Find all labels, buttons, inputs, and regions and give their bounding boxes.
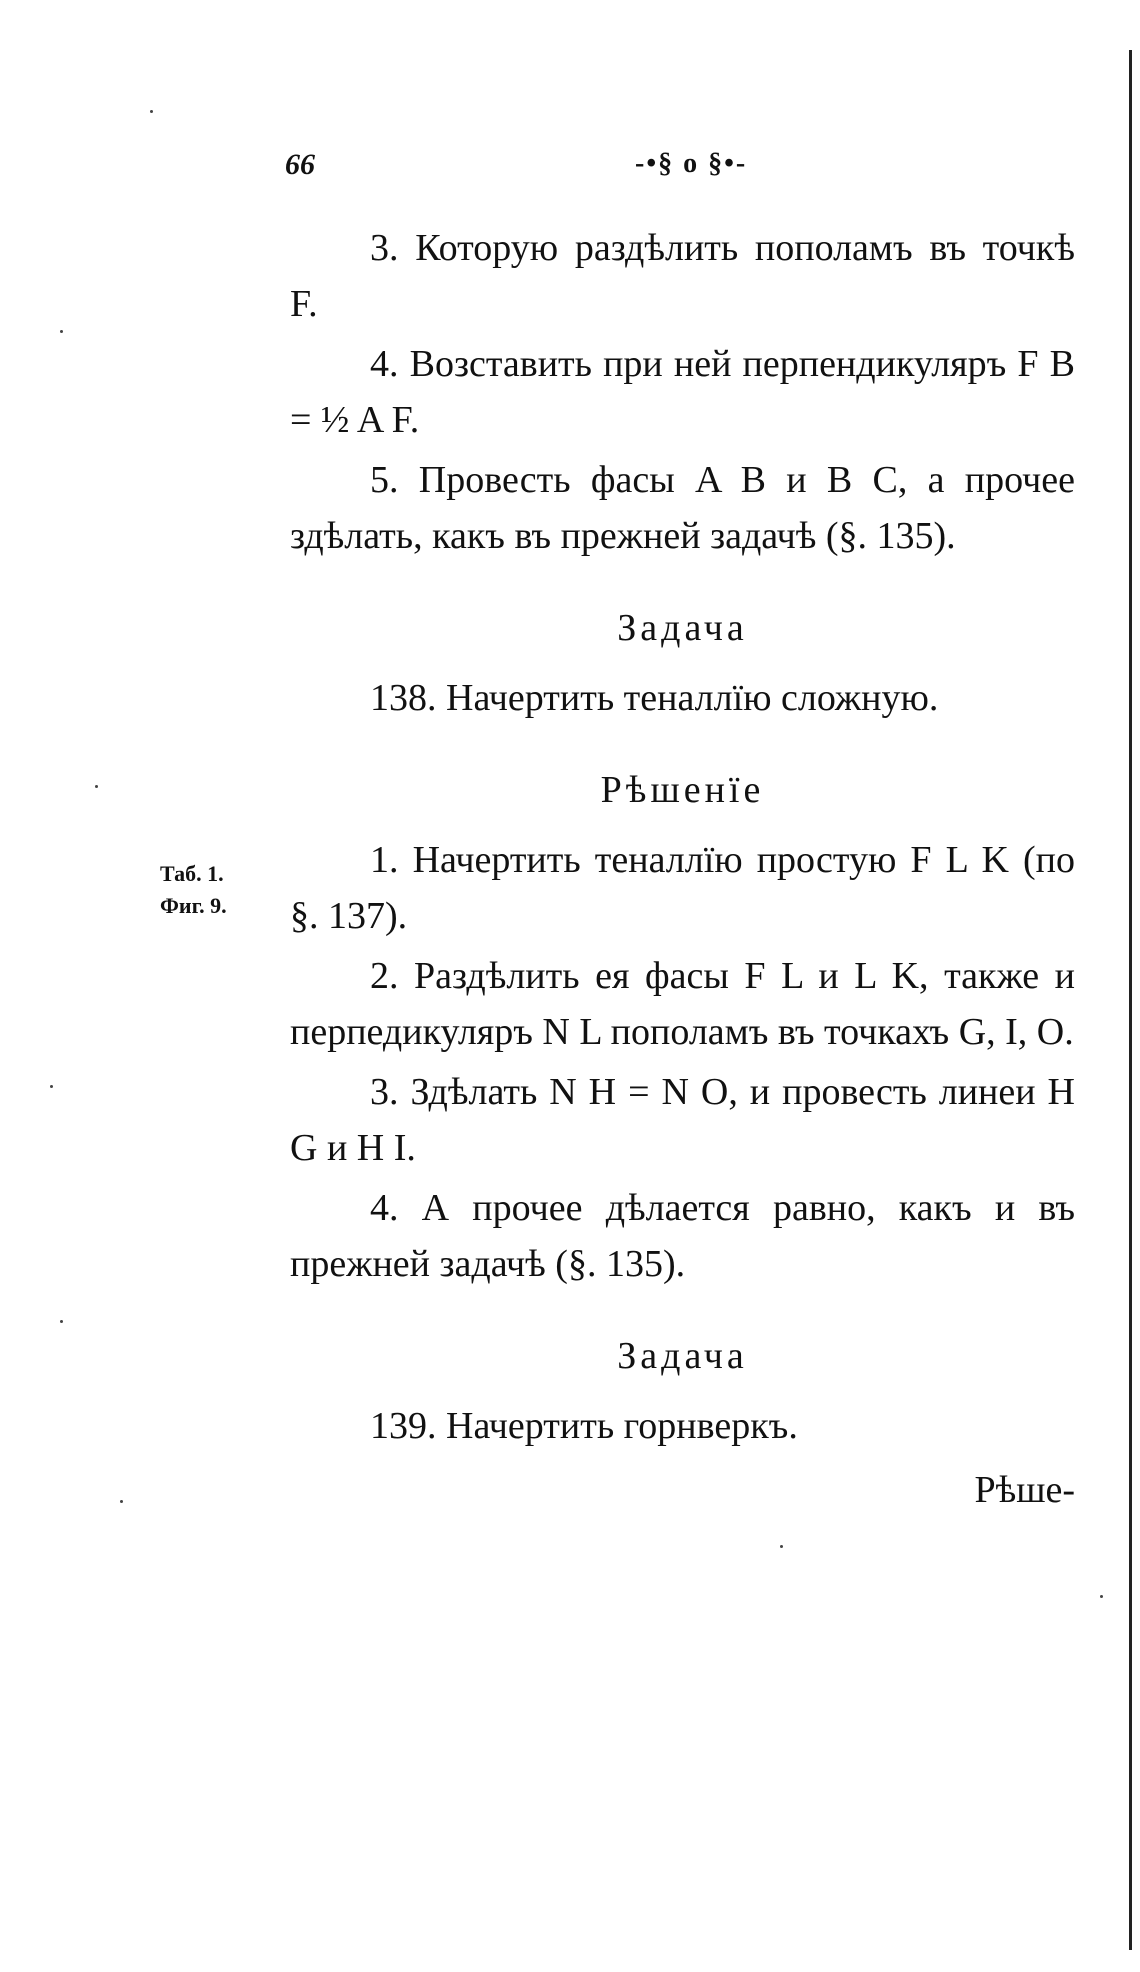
page-edge-line: [1129, 50, 1132, 1950]
heading-problem: Задача: [617, 607, 748, 649]
catchword: Рѣше-: [974, 1469, 1075, 1511]
paper-speck: [50, 1085, 53, 1088]
paper-speck: [780, 1545, 783, 1548]
paper-speck: [1100, 1595, 1103, 1598]
paper-speck: [60, 1320, 63, 1323]
margin-note: [160, 858, 227, 922]
paper-speck: [95, 785, 98, 788]
margin-note-figure: Фиг. 9.: [160, 893, 227, 918]
paper-speck: [120, 1500, 123, 1503]
paragraph-step-5: 5. Провесть фасы A B и B C, а прочее здѣлать, какъ въ прежней задачѣ (§. 135).: [290, 459, 1075, 557]
page-header: [285, 148, 785, 188]
heading-problem-2: Задача: [617, 1335, 748, 1377]
paragraph-solution-step-1: 1. Начертить теналлїю простую F L K (по §. 137).: [290, 839, 1075, 937]
paragraph-problem-139: 139. Начертить горнверкъ.: [370, 1405, 798, 1447]
heading-solution: Рѣшенїе: [600, 769, 765, 811]
paragraph-solution-step-3: 3. Здѣлать N H = N O, и провесть линеи H G и H I.: [290, 1071, 1075, 1169]
paragraph-problem-138: 138. Начертить теналлїю сложную.: [370, 677, 939, 719]
paragraph-solution-step-4: 4. А прочее дѣлается равно, какъ и въ прежней задачѣ (§. 135).: [290, 1187, 1075, 1285]
paragraph-step-4: 4. Возставить при ней перпендикуляръ F B = ½ A F.: [290, 343, 1075, 441]
paper-speck: [60, 330, 63, 333]
header-ornament: -•§ o §•-: [635, 148, 748, 179]
page-number: 66: [285, 148, 315, 181]
margin-note-table: Таб. 1.: [160, 861, 224, 886]
paragraph-step-3: 3. Которую раздѣлить пополамъ въ точкѣ F.: [290, 227, 1075, 325]
paragraph-solution-step-2: 2. Раздѣлить ея фасы F L и L K, также и перпедикуляръ N L пополамъ въ точкахъ G, I, O.: [290, 955, 1075, 1053]
body-text: [290, 220, 1075, 1518]
paper-speck: [150, 110, 153, 113]
